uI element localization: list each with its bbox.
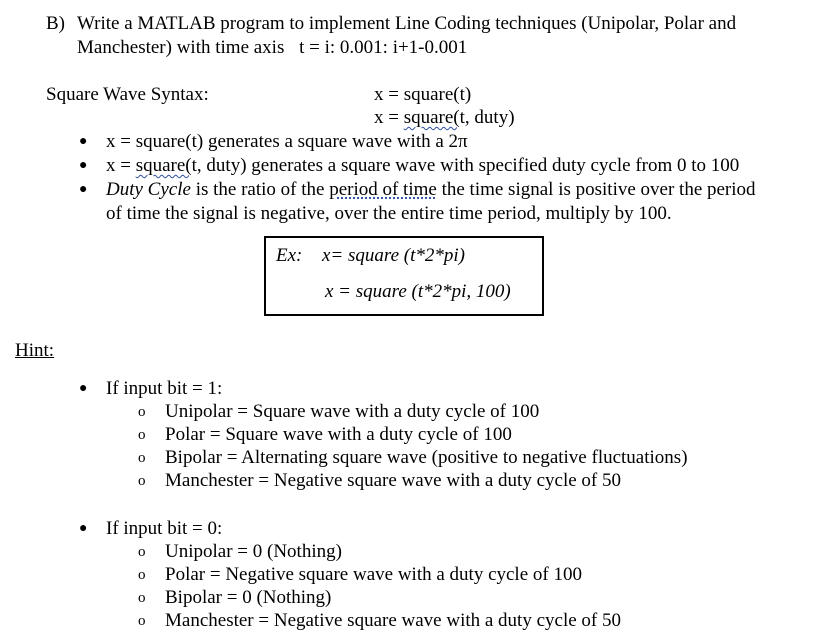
syntax-line-2-suffix: t, duty) xyxy=(459,107,515,128)
hint-group-2-item: Bipolar = 0 (Nothing) xyxy=(165,587,332,608)
example-label: Ex: xyxy=(276,245,303,266)
time-axis-expression: t = i: 0.001: i+1-0.001 xyxy=(299,37,468,58)
sub-bullet-circle: o xyxy=(138,427,146,443)
syntax-heading: Square Wave Syntax: xyxy=(46,84,209,105)
question-line-1: Write a MATLAB program to implement Line Coding techniques (Unipolar, Polar and xyxy=(77,13,737,34)
bullet-2-spellcheck-word: square( xyxy=(135,155,192,176)
bullet-dot: ● xyxy=(79,381,88,396)
bullet-3-text-b: the time signal is positive over the period xyxy=(436,179,756,200)
syntax-line-1: x = square(t) xyxy=(374,84,472,105)
question-label: B) xyxy=(46,13,65,34)
hint-group-1-item: Bipolar = Alternating square wave (positive to negative fluctuations) xyxy=(165,447,688,468)
hint-label: Hint: xyxy=(15,340,55,361)
sub-bullet-circle: o xyxy=(138,450,146,466)
question-line-2 xyxy=(77,37,467,59)
bullet-1-text: x = square(t) generates a square wave with a 2π xyxy=(106,131,468,152)
hint-group-1-item: Manchester = Negative square wave with a duty cycle of 50 xyxy=(165,470,621,491)
syntax-spellcheck-word: square( xyxy=(403,107,460,128)
sub-bullet-circle: o xyxy=(138,613,146,629)
syntax-line-2 xyxy=(374,107,515,129)
hint-group-2-item: Unipolar = 0 (Nothing) xyxy=(165,541,342,562)
sub-bullet-circle: o xyxy=(138,567,146,583)
hint-group-2-item: Polar = Negative square wave with a duty cycle of 100 xyxy=(165,564,582,585)
question-line-2-prefix: Manchester) with time axis xyxy=(77,37,285,58)
bullet-dot: ● xyxy=(79,134,88,149)
hint-group-2-heading: If input bit = 0: xyxy=(106,518,223,539)
hint-group-1-item: Polar = Square wave with a duty cycle of 100 xyxy=(165,424,512,445)
hint-group-1-heading: If input bit = 1: xyxy=(106,378,223,399)
bullet-dot: ● xyxy=(79,158,88,173)
sub-bullet-circle: o xyxy=(138,473,146,489)
bullet-2-text xyxy=(106,155,739,177)
example-line-1: x= square (t*2*pi) xyxy=(322,245,465,266)
duty-cycle-term: Duty Cycle xyxy=(106,179,191,200)
bullet-3-text-a: is the ratio of the xyxy=(190,179,330,200)
bullet-3-line-1 xyxy=(106,179,756,201)
bullet-2-suffix: t, duty) generates a square wave with specified duty cycle from 0 to 100 xyxy=(191,155,740,176)
example-line-2: x = square (t*2*pi, 100) xyxy=(325,281,511,302)
syntax-line-2-prefix: x = xyxy=(374,107,404,128)
sub-bullet-circle: o xyxy=(138,590,146,606)
bullet-2-prefix: x = xyxy=(106,155,136,176)
hint-group-1-item: Unipolar = Square wave with a duty cycle of 100 xyxy=(165,401,540,422)
bullet-3-line-2: of time the signal is negative, over the entire time period, multiply by 100. xyxy=(106,203,672,224)
sub-bullet-circle: o xyxy=(138,544,146,560)
bullet-dot: ● xyxy=(79,521,88,536)
bullet-dot: ● xyxy=(79,182,88,197)
hint-group-2-item: Manchester = Negative square wave with a duty cycle of 50 xyxy=(165,610,621,631)
bullet-3-grammar-flag: period of time xyxy=(329,179,437,200)
sub-bullet-circle: o xyxy=(138,404,146,420)
